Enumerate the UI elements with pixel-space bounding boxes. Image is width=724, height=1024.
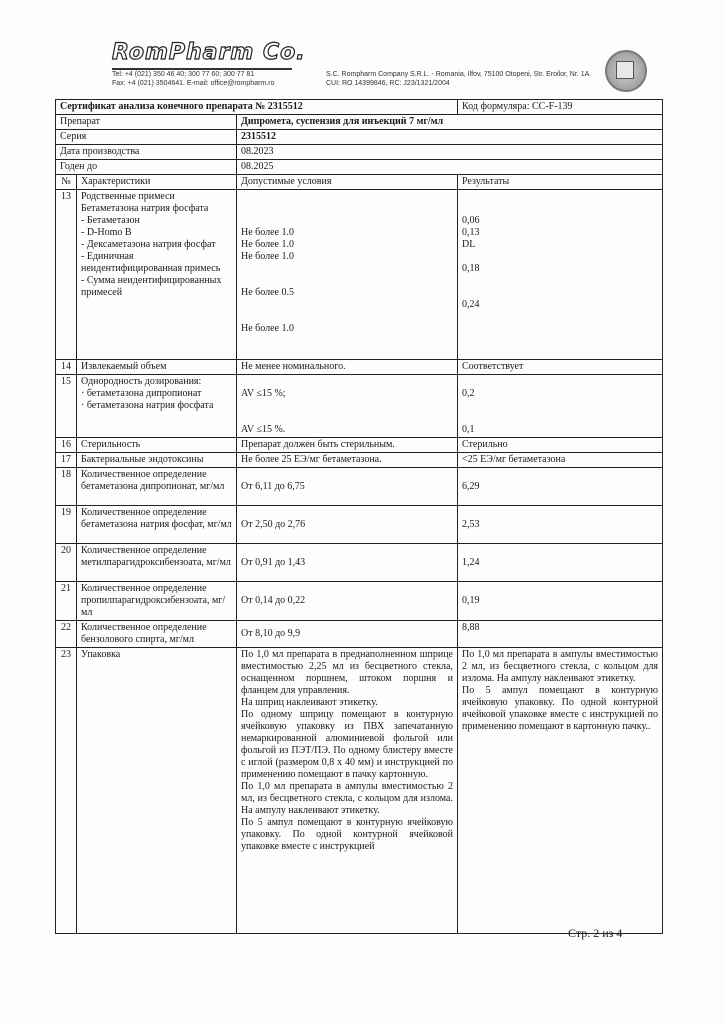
table-row [56,582,663,621]
row-result: 2,53 [458,506,663,544]
row-number: 23 [56,648,77,934]
row-condition: AV ≤15 %; AV ≤15 %. [237,375,458,438]
contact-phone: Tel: +4 (021) 350 46 40; 300 77 60; 300 77 81 [112,71,255,78]
row-number: 19 [56,506,77,544]
row-result: 0,19 [458,582,663,621]
table-row [56,190,663,360]
row-characteristic: Извлекаемый объем [77,360,237,375]
row-condition: Препарат должен быть стерильным. [237,438,458,453]
form-code: Код формуляра: CC-F-139 [458,100,663,115]
company-info [326,70,591,88]
row-number: 17 [56,453,77,468]
column-header-results: Результаты [458,175,663,190]
row-number: 16 [56,438,77,453]
row-characteristic: Стерильность [77,438,237,453]
info-label: Дата производства [56,145,237,160]
info-row [56,115,663,130]
table-row [56,648,663,934]
row-result: 0,06 0,13 DL 0,18 0,24 [458,190,663,360]
row-condition: От 2,50 до 2,76 [237,506,458,544]
packaging-paragraph: На шприц наклеивают этикетку. [241,697,378,708]
row-condition: От 6,11 до 6,75 [237,468,458,506]
info-row [56,160,663,175]
letterhead [112,40,672,100]
row-characteristic: Количественное определение пропилпарагидроксибензоата, мг/мл [77,582,237,621]
row-condition: Не менее номинального. [237,360,458,375]
row-characteristic: Родственные примеси Бетаметазона натрия фосфата - Бетаметазон - D-Homo B - Дексаметазона натрия фосфат - Единичная неидентифицированная примесь - Сумма неидентифицированных примесей [77,190,237,360]
packaging-conditions [237,648,458,934]
packaging-result-paragraph: По 1,0 мл препарата в ампулы вместимостью 2 мл, из бесцветного стекла, с кольцом для излома. На ампулу наклеивают этикетку. [462,649,658,684]
column-header-no: № [56,175,77,190]
row-characteristic: Количественное определение бензолового спирта, мг/мл [77,621,237,648]
row-condition: Не более 25 ЕЭ/мг бетаметазона. [237,453,458,468]
info-value: 08.2025 [237,160,663,175]
packaging-paragraph: По одному шприцу помещают в контурную ячейковую упаковку из ПВХ запечатанную немаркированной алюминиевой фольгой или фольгой из ПЭТ/ПЭ. По одному блистеру вместе с иглой (размером 0,8 x 40 мм) и инструкцией по применению помещают в пачку картонную. [241,709,453,780]
row-number: 22 [56,621,77,648]
row-number: 15 [56,375,77,438]
info-row [56,145,663,160]
row-characteristic: Однородность дозирования: · бетаметазона дипропионат · бетаметазона натрия фосфата [77,375,237,438]
row-number: 18 [56,468,77,506]
info-label: Серия [56,130,237,145]
packaging-paragraph: По 1,0 мл препарата в ампулы вместимостью 2 мл, из бесцветного стекла, с кольцом для излома. На ампулу наклеивают этикетку. [241,781,453,816]
row-number: 14 [56,360,77,375]
packaging-results [458,648,663,934]
company-registration: CUI: RO 14399846, RC: J23/1321/2004 [326,80,450,87]
contact-fax-email: Fax: +4 (021) 3504641. E-mail: office@rompharm.ro [112,80,275,87]
row-characteristic: Количественное определение бетаметазона дипропионат, мг/мл [77,468,237,506]
certificate-title: Сертификат анализа конечного препарата № 2315512 [56,100,458,115]
column-header-conditions: Допустимые условия [237,175,458,190]
row-result: 0,2 0,1 [458,375,663,438]
row-number: 13 [56,190,77,360]
row-result: 6,29 [458,468,663,506]
info-row [56,130,663,145]
table-row [56,375,663,438]
column-header-characteristics: Характеристики [77,175,237,190]
table-row [56,506,663,544]
row-characteristic: Количественное определение метилпарагидроксибензоата, мг/мл [77,544,237,582]
table-row [56,453,663,468]
table-row [56,438,663,453]
row-condition: От 0,91 до 1,43 [237,544,458,582]
row-result: Соответствует [458,360,663,375]
info-label: Препарат [56,115,237,130]
table-row [56,621,663,648]
page-number: Стр. 2 из 4 [568,926,623,940]
row-condition: От 0,14 до 0,22 [237,582,458,621]
info-value: 2315512 [237,130,663,145]
certificate-title-row [56,100,663,115]
table-row [56,360,663,375]
row-characteristic: Упаковка [77,648,237,934]
column-header-row [56,175,663,190]
packaging-paragraph: По 5 ампул помещают в контурную ячейковую упаковку. По одной контурной ячейковой упаковке вместе с инструкцией [241,817,453,852]
row-number: 20 [56,544,77,582]
row-result: 8,88 [458,621,663,648]
contact-info [112,70,274,88]
table-row [56,544,663,582]
row-number: 21 [56,582,77,621]
info-value: Дипромета, суспензия для инъекций 7 мг/мл [237,115,663,130]
packaging-paragraph: По 1,0 мл препарата в преднаполненном шприце вместимостью 2,25 мл из бесцветного стекла, оснащенном поршнем, штоком поршня и фланцем для управления. [241,649,453,696]
info-label: Годен до [56,160,237,175]
row-result: Стерильно [458,438,663,453]
row-result: 1,24 [458,544,663,582]
row-result: <25 ЕЭ/мг бетаметазона [458,453,663,468]
row-condition: Не более 1.0 Не более 1.0 Не более 1.0 Не более 0.5 Не более 1.0 [237,190,458,360]
packaging-result-paragraph: По 5 ампул помещают в контурную ячейковую упаковку. По одной контурной ячейковой упаковке вместе с инструкцией по применению помещают в картонную пачку.. [462,685,658,732]
certificate-table [55,99,663,934]
info-value: 08.2023 [237,145,663,160]
row-condition: От 8,10 до 9,9 [237,621,458,648]
company-address: S.C. Rompharm Company S.R.L. - Romania, Ilfov, 75100 Otopeni, Str. Eroilor, Nr. 1A. [326,71,592,78]
row-characteristic: Количественное определение бетаметазона натрия фосфат, мг/мл [77,506,237,544]
row-characteristic: Бактериальные эндотоксины [77,453,237,468]
company-logo: RomPharm Co. [112,40,306,65]
company-seal-icon [605,50,647,92]
table-row [56,468,663,506]
